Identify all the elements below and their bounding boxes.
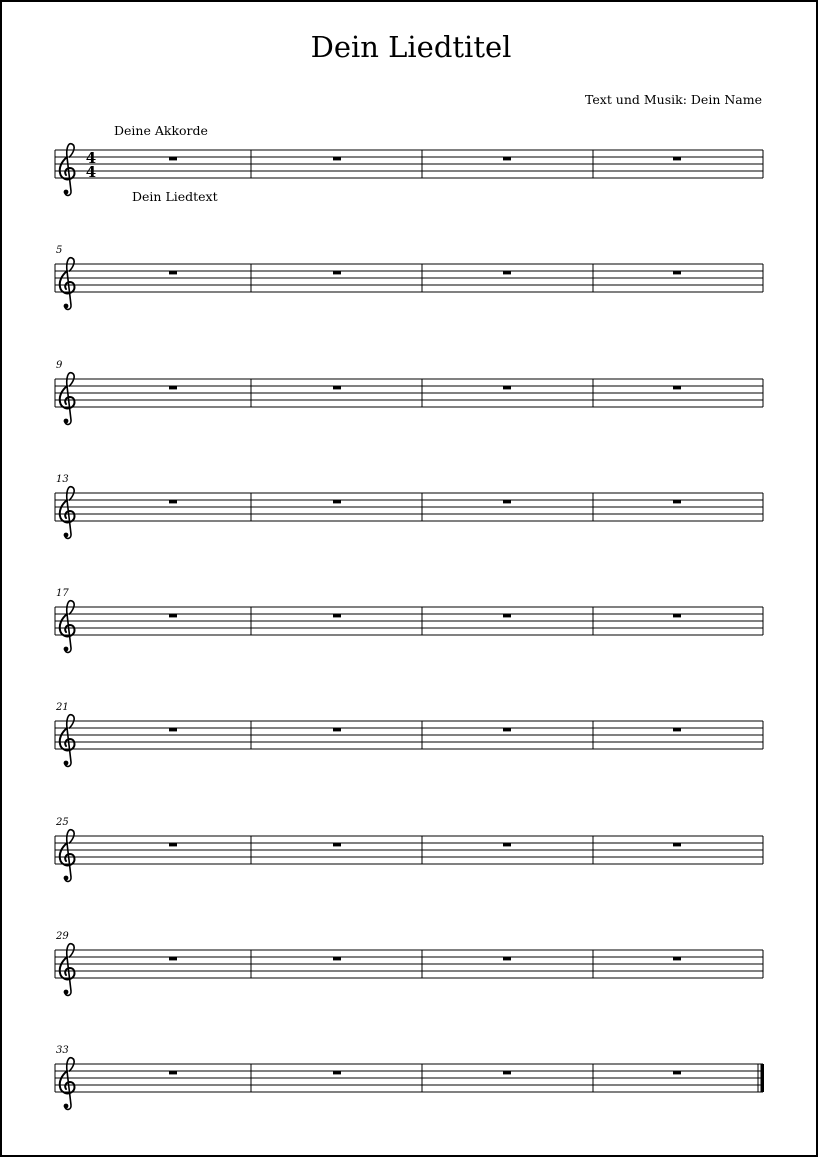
bar-number: 13 xyxy=(56,474,69,485)
whole-rest xyxy=(503,957,511,960)
treble-clef-icon xyxy=(60,373,75,425)
whole-rest xyxy=(333,843,341,846)
bar-number: 9 xyxy=(56,360,63,371)
composer-credit: Text und Musik: Dein Name xyxy=(585,92,762,107)
bar-number: 29 xyxy=(56,931,69,942)
whole-rest xyxy=(169,614,177,617)
whole-rest xyxy=(503,614,511,617)
whole-rest xyxy=(169,843,177,846)
whole-rest xyxy=(169,386,177,389)
whole-rest xyxy=(333,271,341,274)
bar-number: 33 xyxy=(56,1045,69,1056)
whole-rest xyxy=(673,1071,681,1074)
whole-rest xyxy=(503,157,511,160)
whole-rest xyxy=(169,728,177,731)
whole-rest xyxy=(673,386,681,389)
whole-rest xyxy=(333,386,341,389)
bar-number: 21 xyxy=(56,702,69,713)
treble-clef-icon xyxy=(60,144,75,196)
whole-rest xyxy=(333,728,341,731)
bar-number: 17 xyxy=(56,588,69,599)
whole-rest xyxy=(169,157,177,160)
time-signature-bottom: 4 xyxy=(85,163,97,181)
bar-number: 5 xyxy=(56,245,63,256)
whole-rest xyxy=(333,500,341,503)
final-barline-thick xyxy=(761,1064,765,1092)
whole-rest xyxy=(503,500,511,503)
whole-rest xyxy=(333,614,341,617)
whole-rest xyxy=(169,271,177,274)
whole-rest xyxy=(169,957,177,960)
treble-clef-icon xyxy=(60,1058,75,1110)
whole-rest xyxy=(333,1071,341,1074)
whole-rest xyxy=(169,1071,177,1074)
whole-rest xyxy=(673,843,681,846)
whole-rest xyxy=(503,271,511,274)
treble-clef-icon xyxy=(60,715,75,767)
whole-rest xyxy=(673,500,681,503)
whole-rest xyxy=(673,957,681,960)
song-title: Dein Liedtitel xyxy=(310,30,512,64)
whole-rest xyxy=(503,843,511,846)
lyrics-label: Dein Liedtext xyxy=(132,189,218,204)
treble-clef-icon xyxy=(60,944,75,996)
treble-clef-icon xyxy=(60,601,75,653)
whole-rest xyxy=(673,271,681,274)
whole-rest xyxy=(169,500,177,503)
whole-rest xyxy=(673,728,681,731)
bar-number: 25 xyxy=(56,817,69,828)
time-signature-top: 4 xyxy=(85,149,97,167)
treble-clef-icon xyxy=(60,487,75,539)
whole-rest xyxy=(333,957,341,960)
whole-rest xyxy=(673,614,681,617)
chords-label: Deine Akkorde xyxy=(114,123,208,138)
whole-rest xyxy=(503,728,511,731)
whole-rest xyxy=(503,1071,511,1074)
treble-clef-icon xyxy=(60,258,75,310)
whole-rest xyxy=(503,386,511,389)
whole-rest xyxy=(333,157,341,160)
whole-rest xyxy=(673,157,681,160)
treble-clef-icon xyxy=(60,830,75,882)
